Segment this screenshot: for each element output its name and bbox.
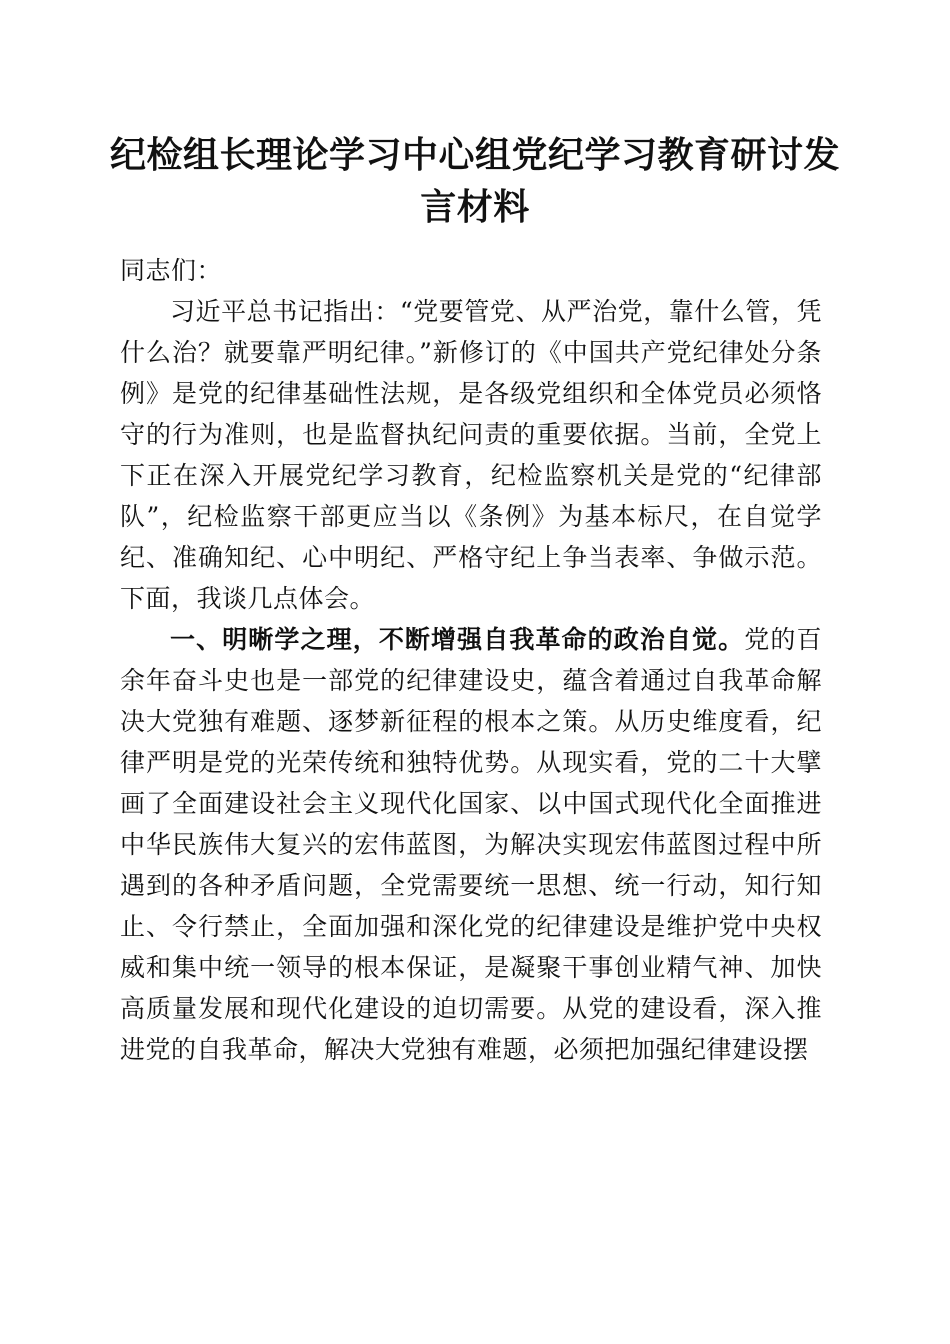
document-body	[120, 250, 822, 1070]
intro-paragraph: 习近平总书记指出：“党要管党、从严治党，靠什么管，凭什么治？就要靠严明纪律。”新修订的《中国共产党纪律处分条例》是党的纪律基础性法规，是各级党组织和全体党员必须恪守的行为准则，也是监督执纪问责的重要依据。当前，全党上下正在深入开展党纪学习教育，纪检监察机关是党的“纪律部队”，纪检监察干部更应当以《条例》为基本标尺，在自觉学纪、准确知纪、心中明纪、严格守纪上争当表率、争做示范。下面，我谈几点体会。	[120, 297, 822, 613]
section-one-text: 党的百余年奋斗史也是一部党的纪律建设史，蕴含着通过自我革命解决大党独有难题、逐梦新征程的根本之策。从历史维度看，纪律严明是党的光荣传统和独特优势。从现实看，党的二十大擘画了全面建设社会主义现代化国家、以中国式现代化全面推进中华民族伟大复兴的宏伟蓝图，为解决实现宏伟蓝图过程中所遇到的各种矛盾问题，全党需要统一思想、统一行动，知行知止、令行禁止，全面加强和深化党的纪律建设是维护党中央权威和集中统一领导的根本保证，是凝聚干事创业精气神、加快高质量发展和现代化建设的迫切需要。从党的建设看，深入推进党的自我革命，解决大党独有难题，必须把加强纪律建设摆	[120, 625, 822, 1064]
salutation: 同志们：	[120, 256, 223, 285]
document-title: 纪检组长理论学习中心组党纪学习教育研讨发言材料	[110, 135, 841, 228]
section-one-heading: 一、明晰学之理，不断增强自我革命的政治自觉。	[170, 625, 745, 654]
section-one-paragraph	[120, 619, 822, 1070]
